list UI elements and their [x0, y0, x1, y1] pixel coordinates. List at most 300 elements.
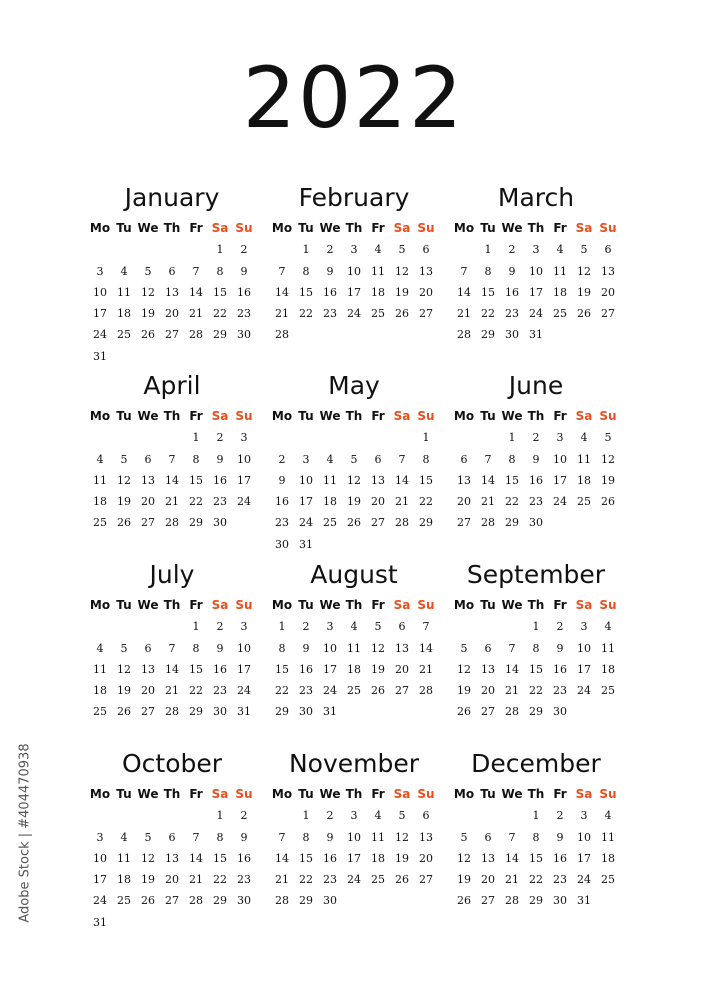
- day-number: 4: [556, 243, 564, 257]
- day-number: 3: [580, 809, 588, 823]
- week-row: [270, 530, 438, 551]
- week-row: [270, 424, 438, 445]
- day-number: 12: [117, 473, 131, 487]
- day-number: 24: [299, 516, 313, 530]
- weekday-label: We: [137, 409, 159, 423]
- day-number: 26: [347, 516, 361, 530]
- day-number: 1: [484, 243, 492, 257]
- weekday-label: Mo: [89, 787, 111, 801]
- day-number: 3: [556, 431, 564, 445]
- week-row: [88, 279, 256, 300]
- day-number: 1: [216, 809, 224, 823]
- day-number: 25: [371, 307, 385, 321]
- day-number: 24: [553, 495, 567, 509]
- weekday-label: Tu: [116, 598, 132, 612]
- weekday-label: Fr: [371, 598, 385, 612]
- day-number: 14: [165, 473, 179, 487]
- day-number: 12: [395, 830, 409, 844]
- day-number: 13: [165, 851, 179, 865]
- day-number: 7: [398, 452, 406, 466]
- weekday-label: Sa: [393, 787, 411, 801]
- day-number: 4: [604, 620, 612, 634]
- day-number: 1: [422, 431, 430, 445]
- week-row: [452, 257, 620, 278]
- week-row: [270, 300, 438, 321]
- day-number: 8: [278, 641, 286, 655]
- day-number: 26: [395, 873, 409, 887]
- weekday-label: We: [137, 221, 159, 235]
- week-row: [270, 236, 438, 257]
- weekday-label: Sa: [575, 598, 593, 612]
- day-number: 18: [601, 662, 615, 676]
- day-number: 21: [189, 873, 203, 887]
- day-number: 22: [275, 684, 289, 698]
- month-november: [270, 750, 438, 908]
- day-number: 10: [93, 285, 107, 299]
- stock-watermark: [16, 743, 34, 923]
- week-row: [88, 509, 256, 530]
- day-number: 6: [168, 264, 176, 278]
- day-number: 1: [302, 809, 310, 823]
- month-august: [270, 561, 438, 719]
- day-number: 20: [165, 307, 179, 321]
- day-number: 18: [117, 873, 131, 887]
- day-number: 28: [457, 328, 471, 342]
- day-number: 25: [93, 516, 107, 530]
- weekday-label: Sa: [211, 409, 229, 423]
- weekday-label: Th: [345, 409, 363, 423]
- day-number: 8: [508, 452, 516, 466]
- week-row: [270, 488, 438, 509]
- weekday-header: [452, 597, 620, 613]
- day-number: 18: [323, 495, 337, 509]
- weekday-label: Su: [235, 221, 253, 235]
- day-number: 9: [556, 830, 564, 844]
- day-number: 26: [371, 684, 385, 698]
- week-row: [88, 802, 256, 823]
- day-number: 23: [323, 873, 337, 887]
- day-number: 17: [323, 662, 337, 676]
- day-number: 23: [237, 873, 251, 887]
- weekday-label: Su: [235, 409, 253, 423]
- weekday-label: Fr: [553, 787, 567, 801]
- weekday-label: Sa: [393, 409, 411, 423]
- day-number: 8: [192, 452, 200, 466]
- day-number: 16: [213, 662, 227, 676]
- day-number: 3: [96, 264, 104, 278]
- week-row: [452, 823, 620, 844]
- day-number: 13: [457, 473, 471, 487]
- day-number: 2: [326, 243, 334, 257]
- day-number: 18: [347, 662, 361, 676]
- weekday-label: Su: [599, 409, 617, 423]
- day-number: 15: [275, 662, 289, 676]
- day-number: 25: [601, 684, 615, 698]
- day-number: 5: [374, 620, 382, 634]
- weekday-header: [270, 786, 438, 802]
- day-number: 29: [189, 705, 203, 719]
- day-number: 6: [168, 830, 176, 844]
- day-number: 25: [371, 873, 385, 887]
- day-number: 25: [117, 894, 131, 908]
- day-number: 11: [601, 641, 615, 655]
- day-number: 19: [117, 684, 131, 698]
- watermark-text: Adobe Stock | #404470938: [17, 743, 33, 923]
- day-number: 25: [601, 873, 615, 887]
- month-name: April: [143, 371, 201, 400]
- month-june: [452, 372, 620, 530]
- day-number: 11: [601, 830, 615, 844]
- week-row: [452, 300, 620, 321]
- weekday-header: [270, 220, 438, 236]
- week-row: [88, 887, 256, 908]
- day-number: 27: [371, 516, 385, 530]
- day-number: 9: [326, 830, 334, 844]
- day-number: 19: [395, 285, 409, 299]
- day-number: 6: [144, 641, 152, 655]
- day-number: 9: [240, 830, 248, 844]
- weekday-label: We: [137, 598, 159, 612]
- day-number: 30: [323, 894, 337, 908]
- day-number: 24: [577, 873, 591, 887]
- day-number: 4: [120, 264, 128, 278]
- day-number: 22: [419, 495, 433, 509]
- day-number: 22: [189, 684, 203, 698]
- day-number: 10: [577, 641, 591, 655]
- day-number: 27: [457, 516, 471, 530]
- week-row: [88, 677, 256, 698]
- day-number: 21: [419, 662, 433, 676]
- weekday-label: Th: [527, 787, 545, 801]
- day-number: 21: [275, 873, 289, 887]
- day-number: 5: [398, 243, 406, 257]
- day-number: 17: [237, 473, 251, 487]
- day-number: 6: [460, 452, 468, 466]
- month-name: November: [288, 749, 420, 778]
- day-number: 20: [141, 684, 155, 698]
- week-row: [452, 488, 620, 509]
- weekday-label: Mo: [453, 598, 475, 612]
- weekday-label: Fr: [371, 221, 385, 235]
- day-number: 4: [580, 431, 588, 445]
- day-number: 9: [508, 264, 516, 278]
- day-number: 4: [374, 809, 382, 823]
- month-name: September: [466, 560, 606, 589]
- month-name: May: [328, 371, 380, 400]
- month-february: [270, 184, 438, 342]
- day-number: 2: [556, 809, 564, 823]
- weekday-label: Fr: [553, 598, 567, 612]
- day-number: 25: [347, 684, 361, 698]
- day-number: 15: [481, 285, 495, 299]
- day-number: 18: [93, 495, 107, 509]
- month-name: January: [124, 183, 220, 212]
- day-number: 19: [371, 662, 385, 676]
- day-number: 12: [601, 452, 615, 466]
- day-number: 29: [275, 705, 289, 719]
- day-number: 19: [601, 473, 615, 487]
- weekday-label: Tu: [298, 221, 314, 235]
- weekday-label: Th: [345, 598, 363, 612]
- day-number: 5: [580, 243, 588, 257]
- day-number: 2: [240, 243, 248, 257]
- day-number: 14: [505, 662, 519, 676]
- day-number: 1: [278, 620, 286, 634]
- weekday-label: Tu: [298, 598, 314, 612]
- day-number: 27: [481, 705, 495, 719]
- day-number: 11: [117, 285, 131, 299]
- weekday-label: Th: [163, 409, 181, 423]
- month-march: [452, 184, 620, 342]
- month-april: [88, 372, 256, 530]
- day-number: 28: [481, 516, 495, 530]
- weekday-label: Tu: [480, 787, 496, 801]
- week-row: [452, 467, 620, 488]
- day-number: 7: [168, 641, 176, 655]
- day-number: 6: [422, 243, 430, 257]
- weekday-header: [452, 408, 620, 424]
- day-number: 7: [422, 620, 430, 634]
- weekday-header: [270, 408, 438, 424]
- day-number: 6: [374, 452, 382, 466]
- month-name: June: [508, 371, 564, 400]
- day-number: 19: [141, 873, 155, 887]
- day-number: 24: [237, 684, 251, 698]
- day-number: 2: [326, 809, 334, 823]
- day-number: 8: [302, 830, 310, 844]
- day-number: 11: [93, 662, 107, 676]
- day-number: 24: [577, 684, 591, 698]
- day-number: 26: [141, 328, 155, 342]
- day-number: 13: [601, 264, 615, 278]
- day-number: 17: [93, 307, 107, 321]
- week-row: [270, 677, 438, 698]
- day-number: 28: [505, 894, 519, 908]
- day-number: 28: [189, 328, 203, 342]
- week-row: [452, 677, 620, 698]
- weekday-label: Mo: [453, 409, 475, 423]
- month-name: August: [310, 560, 398, 589]
- day-number: 11: [93, 473, 107, 487]
- week-row: [452, 866, 620, 887]
- day-number: 3: [302, 452, 310, 466]
- day-number: 31: [577, 894, 591, 908]
- week-row: [452, 509, 620, 530]
- weekday-label: We: [501, 787, 523, 801]
- day-number: 3: [350, 243, 358, 257]
- day-number: 6: [398, 620, 406, 634]
- week-row: [452, 698, 620, 719]
- day-number: 26: [457, 894, 471, 908]
- day-number: 27: [419, 873, 433, 887]
- day-number: 19: [395, 851, 409, 865]
- day-number: 3: [96, 830, 104, 844]
- week-row: [88, 321, 256, 342]
- week-row: [88, 634, 256, 655]
- week-row: [88, 613, 256, 634]
- day-number: 14: [457, 285, 471, 299]
- day-number: 5: [144, 264, 152, 278]
- weekday-label: Su: [235, 598, 253, 612]
- weekday-label: Tu: [480, 598, 496, 612]
- day-number: 19: [347, 495, 361, 509]
- day-number: 15: [419, 473, 433, 487]
- weekday-label: We: [319, 787, 341, 801]
- day-number: 1: [302, 243, 310, 257]
- day-number: 18: [601, 851, 615, 865]
- day-number: 9: [302, 641, 310, 655]
- day-number: 13: [419, 264, 433, 278]
- week-row: [270, 802, 438, 823]
- day-number: 3: [350, 809, 358, 823]
- week-row: [88, 467, 256, 488]
- day-number: 17: [347, 851, 361, 865]
- month-name: October: [121, 749, 223, 778]
- week-row: [452, 236, 620, 257]
- day-number: 4: [96, 641, 104, 655]
- weekday-label: Tu: [480, 221, 496, 235]
- day-number: 3: [240, 431, 248, 445]
- day-number: 8: [216, 830, 224, 844]
- weekday-header: [88, 597, 256, 613]
- day-number: 19: [457, 684, 471, 698]
- day-number: 7: [484, 452, 492, 466]
- week-row: [452, 279, 620, 300]
- day-number: 29: [189, 516, 203, 530]
- weekday-label: Th: [527, 598, 545, 612]
- day-number: 22: [481, 307, 495, 321]
- day-number: 7: [460, 264, 468, 278]
- day-number: 22: [529, 873, 543, 887]
- week-row: [452, 445, 620, 466]
- day-number: 28: [395, 516, 409, 530]
- day-number: 29: [419, 516, 433, 530]
- weekday-label: We: [137, 787, 159, 801]
- day-number: 23: [213, 495, 227, 509]
- day-number: 18: [371, 285, 385, 299]
- day-number: 20: [395, 662, 409, 676]
- day-number: 4: [350, 620, 358, 634]
- day-number: 10: [553, 452, 567, 466]
- day-number: 17: [577, 662, 591, 676]
- day-number: 4: [120, 830, 128, 844]
- day-number: 7: [192, 264, 200, 278]
- day-number: 18: [93, 684, 107, 698]
- day-number: 21: [457, 307, 471, 321]
- day-number: 14: [275, 851, 289, 865]
- day-number: 24: [529, 307, 543, 321]
- day-number: 30: [299, 705, 313, 719]
- day-number: 16: [529, 473, 543, 487]
- week-row: [270, 866, 438, 887]
- month-name: December: [471, 749, 601, 778]
- weekday-label: Tu: [116, 221, 132, 235]
- day-number: 31: [529, 328, 543, 342]
- weekday-label: Su: [599, 598, 617, 612]
- day-number: 17: [299, 495, 313, 509]
- day-number: 2: [508, 243, 516, 257]
- day-number: 5: [460, 830, 468, 844]
- weekday-label: Fr: [189, 598, 203, 612]
- day-number: 17: [93, 873, 107, 887]
- week-row: [88, 866, 256, 887]
- day-number: 15: [299, 285, 313, 299]
- day-number: 22: [505, 495, 519, 509]
- day-number: 12: [141, 285, 155, 299]
- day-number: 16: [323, 285, 337, 299]
- weekday-label: Sa: [211, 598, 229, 612]
- weekday-label: Th: [345, 787, 363, 801]
- day-number: 20: [419, 851, 433, 865]
- day-number: 12: [457, 851, 471, 865]
- day-number: 10: [577, 830, 591, 844]
- day-number: 13: [395, 641, 409, 655]
- day-number: 30: [553, 894, 567, 908]
- day-number: 19: [577, 285, 591, 299]
- weekday-label: Fr: [553, 221, 567, 235]
- weekday-label: We: [501, 598, 523, 612]
- day-number: 11: [553, 264, 567, 278]
- day-number: 7: [278, 830, 286, 844]
- day-number: 19: [457, 873, 471, 887]
- weekday-header: [88, 220, 256, 236]
- day-number: 27: [419, 307, 433, 321]
- day-number: 25: [323, 516, 337, 530]
- weekday-label: We: [319, 409, 341, 423]
- day-number: 10: [323, 641, 337, 655]
- weekday-label: Sa: [393, 598, 411, 612]
- week-row: [88, 342, 256, 363]
- day-number: 17: [553, 473, 567, 487]
- day-number: 11: [323, 473, 337, 487]
- day-number: 4: [604, 809, 612, 823]
- day-number: 15: [529, 662, 543, 676]
- day-number: 2: [302, 620, 310, 634]
- day-number: 12: [117, 662, 131, 676]
- day-number: 17: [347, 285, 361, 299]
- weekday-label: Fr: [553, 409, 567, 423]
- week-row: [270, 467, 438, 488]
- day-number: 31: [237, 705, 251, 719]
- day-number: 3: [580, 620, 588, 634]
- day-number: 31: [299, 537, 313, 551]
- day-number: 8: [192, 641, 200, 655]
- weekday-label: Sa: [211, 221, 229, 235]
- day-number: 19: [141, 307, 155, 321]
- day-number: 24: [323, 684, 337, 698]
- day-number: 15: [505, 473, 519, 487]
- weekday-label: Su: [235, 787, 253, 801]
- weekday-label: Th: [527, 221, 545, 235]
- week-row: [452, 613, 620, 634]
- week-row: [88, 236, 256, 257]
- day-number: 24: [93, 894, 107, 908]
- day-number: 7: [168, 452, 176, 466]
- day-number: 18: [117, 307, 131, 321]
- weekday-label: Sa: [575, 787, 593, 801]
- day-number: 25: [93, 705, 107, 719]
- week-row: [88, 488, 256, 509]
- day-number: 16: [299, 662, 313, 676]
- day-number: 19: [117, 495, 131, 509]
- day-number: 15: [529, 851, 543, 865]
- day-number: 16: [323, 851, 337, 865]
- day-number: 30: [529, 516, 543, 530]
- weekday-label: Mo: [271, 787, 293, 801]
- month-july: [88, 561, 256, 719]
- day-number: 14: [505, 851, 519, 865]
- day-number: 9: [216, 641, 224, 655]
